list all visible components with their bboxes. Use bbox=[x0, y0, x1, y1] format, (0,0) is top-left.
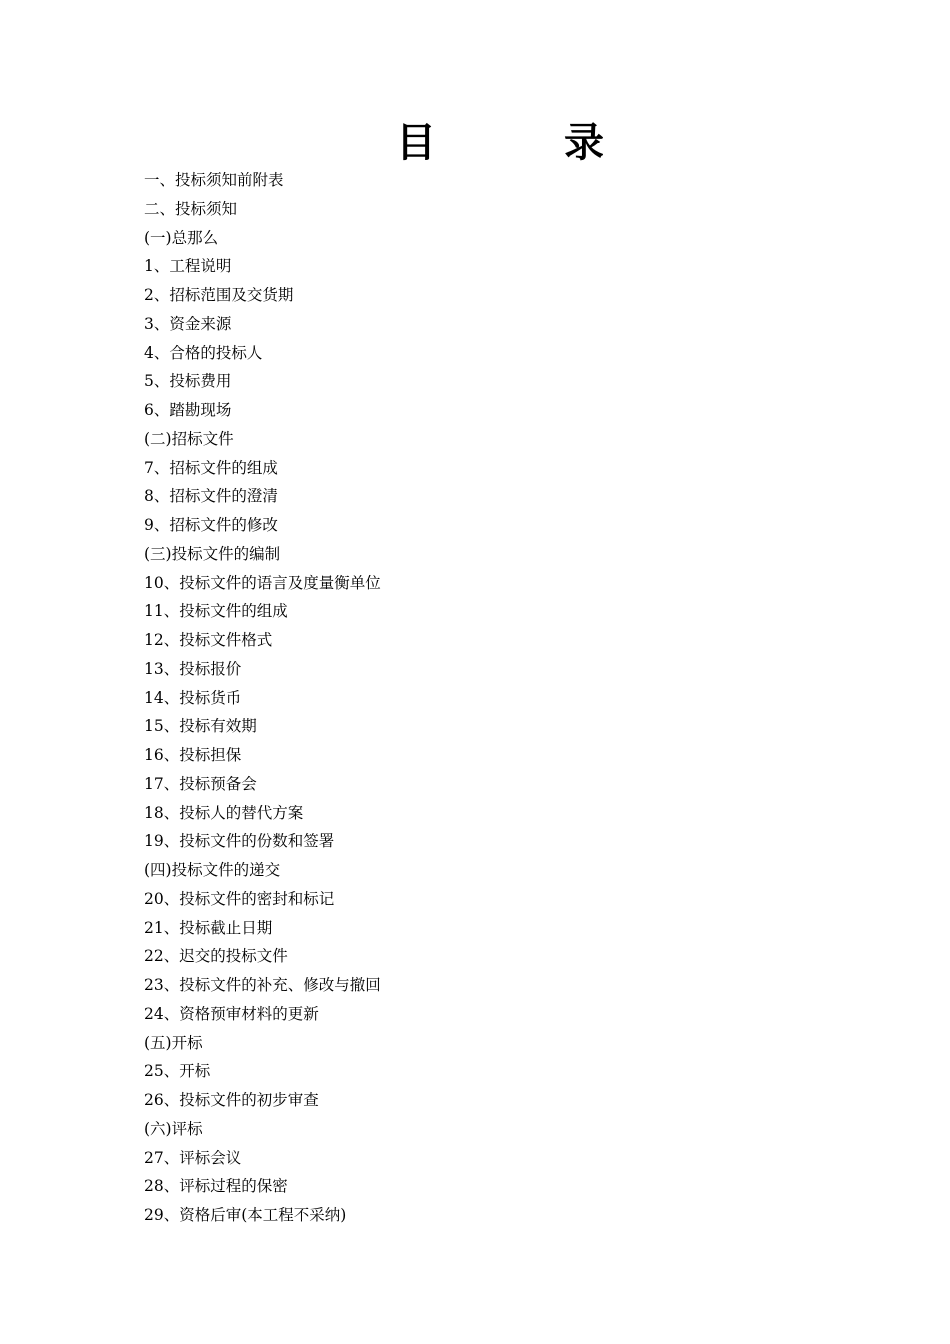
toc-item: 6、踏勘现场 bbox=[144, 401, 232, 419]
toc-item: 19、投标文件的份数和签署 bbox=[144, 832, 335, 851]
toc-item: (二)招标文件 bbox=[144, 429, 234, 448]
toc-item: (一)总那么 bbox=[144, 228, 219, 247]
toc-item: 26、投标文件的初步审查 bbox=[144, 1091, 319, 1109]
toc-item: 28、评标过程的保密 bbox=[144, 1177, 288, 1196]
toc-item: 2、招标范围及交货期 bbox=[144, 286, 294, 304]
toc-item: 17、投标预备会 bbox=[144, 774, 257, 793]
toc-item: 22、迟交的投标文件 bbox=[144, 947, 288, 966]
toc-item: 11、投标文件的组成 bbox=[144, 602, 288, 621]
page-title bbox=[0, 118, 950, 168]
toc-item: 13、投标报价 bbox=[144, 659, 242, 678]
table-of-contents bbox=[144, 166, 381, 1230]
toc-item: 1、工程说明 bbox=[144, 257, 232, 276]
toc-item: 5、投标费用 bbox=[144, 372, 232, 391]
title-char-right: 录 bbox=[564, 119, 604, 166]
toc-item: 二、投标须知 bbox=[144, 199, 238, 218]
toc-item: 7、招标文件的组成 bbox=[144, 458, 278, 477]
toc-item: 14、投标货币 bbox=[144, 688, 242, 707]
toc-item: 12、投标文件格式 bbox=[144, 631, 273, 649]
toc-item: 27、评标会议 bbox=[144, 1148, 242, 1167]
toc-item: 29、资格后审(本工程不采纳) bbox=[144, 1206, 347, 1224]
toc-item: 21、投标截止日期 bbox=[144, 918, 273, 937]
toc-item: 24、资格预审材料的更新 bbox=[144, 1004, 319, 1023]
toc-item: (三)投标文件的编制 bbox=[144, 544, 281, 563]
toc-item: (四)投标文件的递交 bbox=[144, 861, 281, 879]
toc-item: 3、资金来源 bbox=[144, 314, 232, 333]
toc-item: 18、投标人的替代方案 bbox=[144, 803, 304, 822]
toc-item: (五)开标 bbox=[144, 1033, 203, 1052]
toc-item: 16、投标担保 bbox=[144, 746, 242, 764]
toc-item: (六)评标 bbox=[144, 1119, 203, 1138]
toc-item: 8、招标文件的澄清 bbox=[144, 487, 278, 506]
title-char-left: 目 bbox=[396, 119, 436, 166]
toc-item: 一、投标须知前附表 bbox=[144, 171, 284, 189]
toc-item: 25、开标 bbox=[144, 1062, 211, 1081]
toc-item: 4、合格的投标人 bbox=[144, 343, 263, 362]
toc-item: 23、投标文件的补充、修改与撤回 bbox=[144, 976, 381, 994]
toc-item: 20、投标文件的密封和标记 bbox=[144, 889, 335, 908]
toc-item: 10、投标文件的语言及度量衡单位 bbox=[144, 573, 381, 592]
toc-item: 9、招标文件的修改 bbox=[144, 516, 278, 534]
toc-item: 15、投标有效期 bbox=[144, 717, 257, 736]
